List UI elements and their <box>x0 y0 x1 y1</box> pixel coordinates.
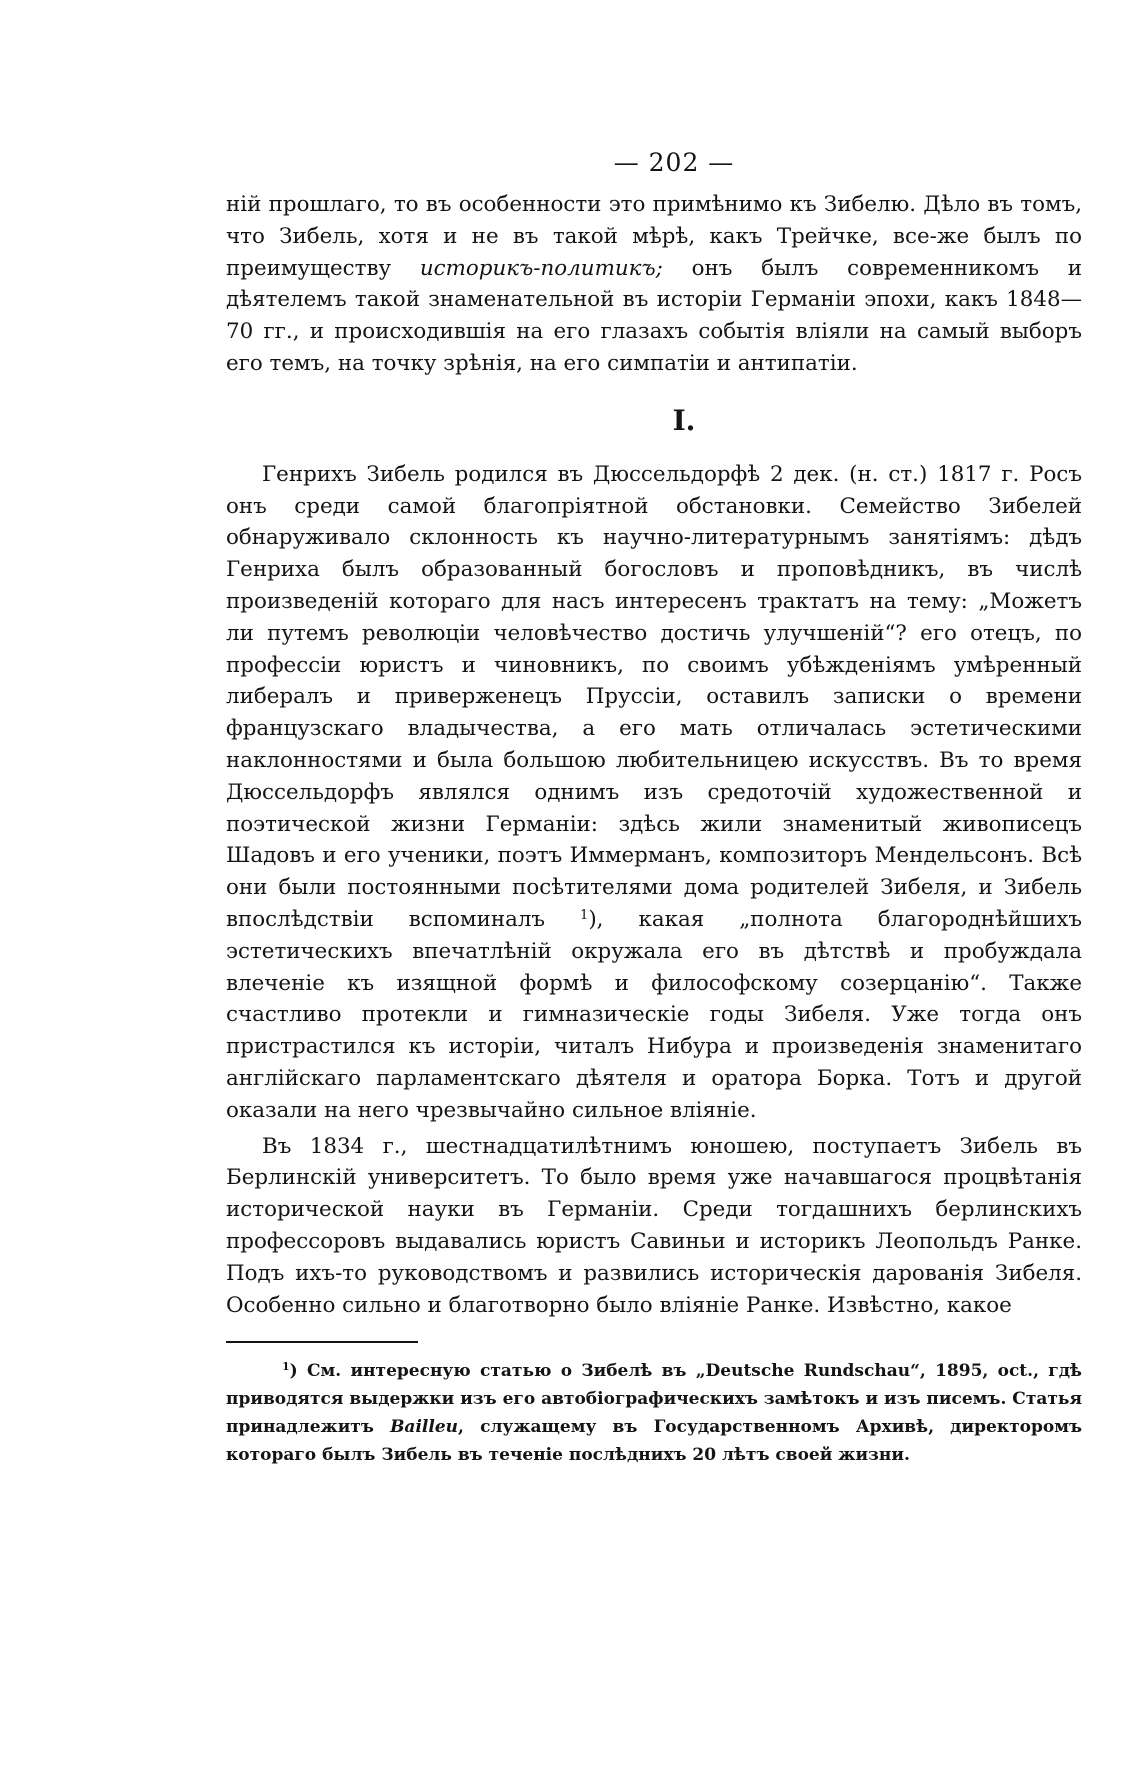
paragraph-3: Въ 1834 г., шестнадцатилѣтнимъ юношею, поступаетъ Зибель въ Берлинскій университетъ. То было время уже начавшагося процвѣтанія исторической науки въ Германіи. Среди тогдашнихъ берлинскихъ профессоровъ выдавались юристъ Савиньи и историкъ Леопольдъ Ранке. Подъ ихъ-то руководствомъ и развились историческія дарованія Зибеля. Особенно сильно и благотворно было вліяніе Ранке. Извѣстно, какое <box>226 1133 1082 1318</box>
paragraph-1-text-b: онъ былъ современникомъ и дѣятелемъ такой знаменательной въ исторіи Германіи эпохи, какъ 1848—70 гг., и происходившія на его глазахъ событія вліяли на самый выборъ его темъ, на точку зрѣнія, на его симпатіи и антипатіи. <box>226 255 1082 376</box>
paragraph-2 <box>226 459 1082 1127</box>
paragraph-2-text-a: Генрихъ Зибель родился въ Дюссельдорфѣ 2 дек. (н. ст.) 1817 г. Росъ онъ среди самой благопріятной обстановки. Семейство Зибелей обнаруживало склонность къ научно-литературнымъ занятіямъ: дѣдъ Генриха былъ образованный богословъ и проповѣдникъ, въ числѣ произведеній котораго для насъ интересенъ трактатъ на тему: „Можетъ ли путемъ революціи человѣчество достичь улучшеній“? его отецъ, по профессіи юристъ и чиновникъ, по своимъ убѣжденіямъ умѣренный либералъ и приверженецъ Пруссіи, оставилъ записки о времени французскаго владычества, а его мать отличалась эстетическими наклонностями и была большою любительницею искусствъ. Въ то время Дюссельдорфъ являлся однимъ изъ средоточій художественной и поэтической жизни Германіи: здѣсь жили знаменитый живописецъ Шадовъ и его ученики, поэтъ Иммерманъ, композиторъ Мендельсонъ. Всѣ они были постоянными посѣтителями дома родителей Зибеля, и Зибель впослѣдствіи вспоминалъ <box>226 461 1082 932</box>
paragraph-2-text-b: ), какая „полнота благороднѣйшихъ эстетическихъ впечатлѣній окружала его въ дѣтствѣ и пробуждала влеченіе къ изящной формѣ и философскому созерцанію“. Также счастливо протекли и гимназическіе годы Зибеля. Уже тогда онъ пристрастился къ исторіи, читалъ Нибура и произведенія знаменитаго англійскаго парламентскаго дѣятеля и оратора Борка. Тотъ и другой оказали на него чрезвычайно сильное вліяніе. <box>226 906 1082 1123</box>
footnote-divider <box>226 1341 418 1343</box>
paragraph-1-italic: историкъ-политикъ; <box>419 255 663 281</box>
footnote-marker: 1 <box>282 1360 290 1374</box>
footnote-italic: Bailleu <box>390 1417 458 1438</box>
paragraph-1-text-a: ній прошлаго, то въ особенности это примѣнимо къ Зибелю. Дѣло въ томъ, что Зибель, хотя и не въ такой мѣрѣ, какъ Трейчке, все-же былъ по преимуществу <box>226 192 1082 281</box>
page-number: — 202 — <box>613 148 735 177</box>
footnote-text-a: ) См. интересную статью о Зибелѣ въ „Deutsche Rundschau“, 1895, oct., гдѣ приводятся выдержки изъ его автобіографическихъ замѣтокъ и изъ писемъ. Статья принадлежитъ <box>226 1361 1083 1438</box>
paragraph-1 <box>226 189 1082 380</box>
footnote <box>226 1357 1082 1469</box>
footnote-text-b: , служащему въ Государственномъ Архивѣ, директоромъ котораго былъ Зибель въ теченіе послѣднихъ 20 лѣтъ своей жизни. <box>226 1417 1082 1466</box>
footnote-reference: 1 <box>580 907 589 923</box>
section-heading: I. <box>672 403 696 437</box>
document-page <box>226 148 1082 1469</box>
